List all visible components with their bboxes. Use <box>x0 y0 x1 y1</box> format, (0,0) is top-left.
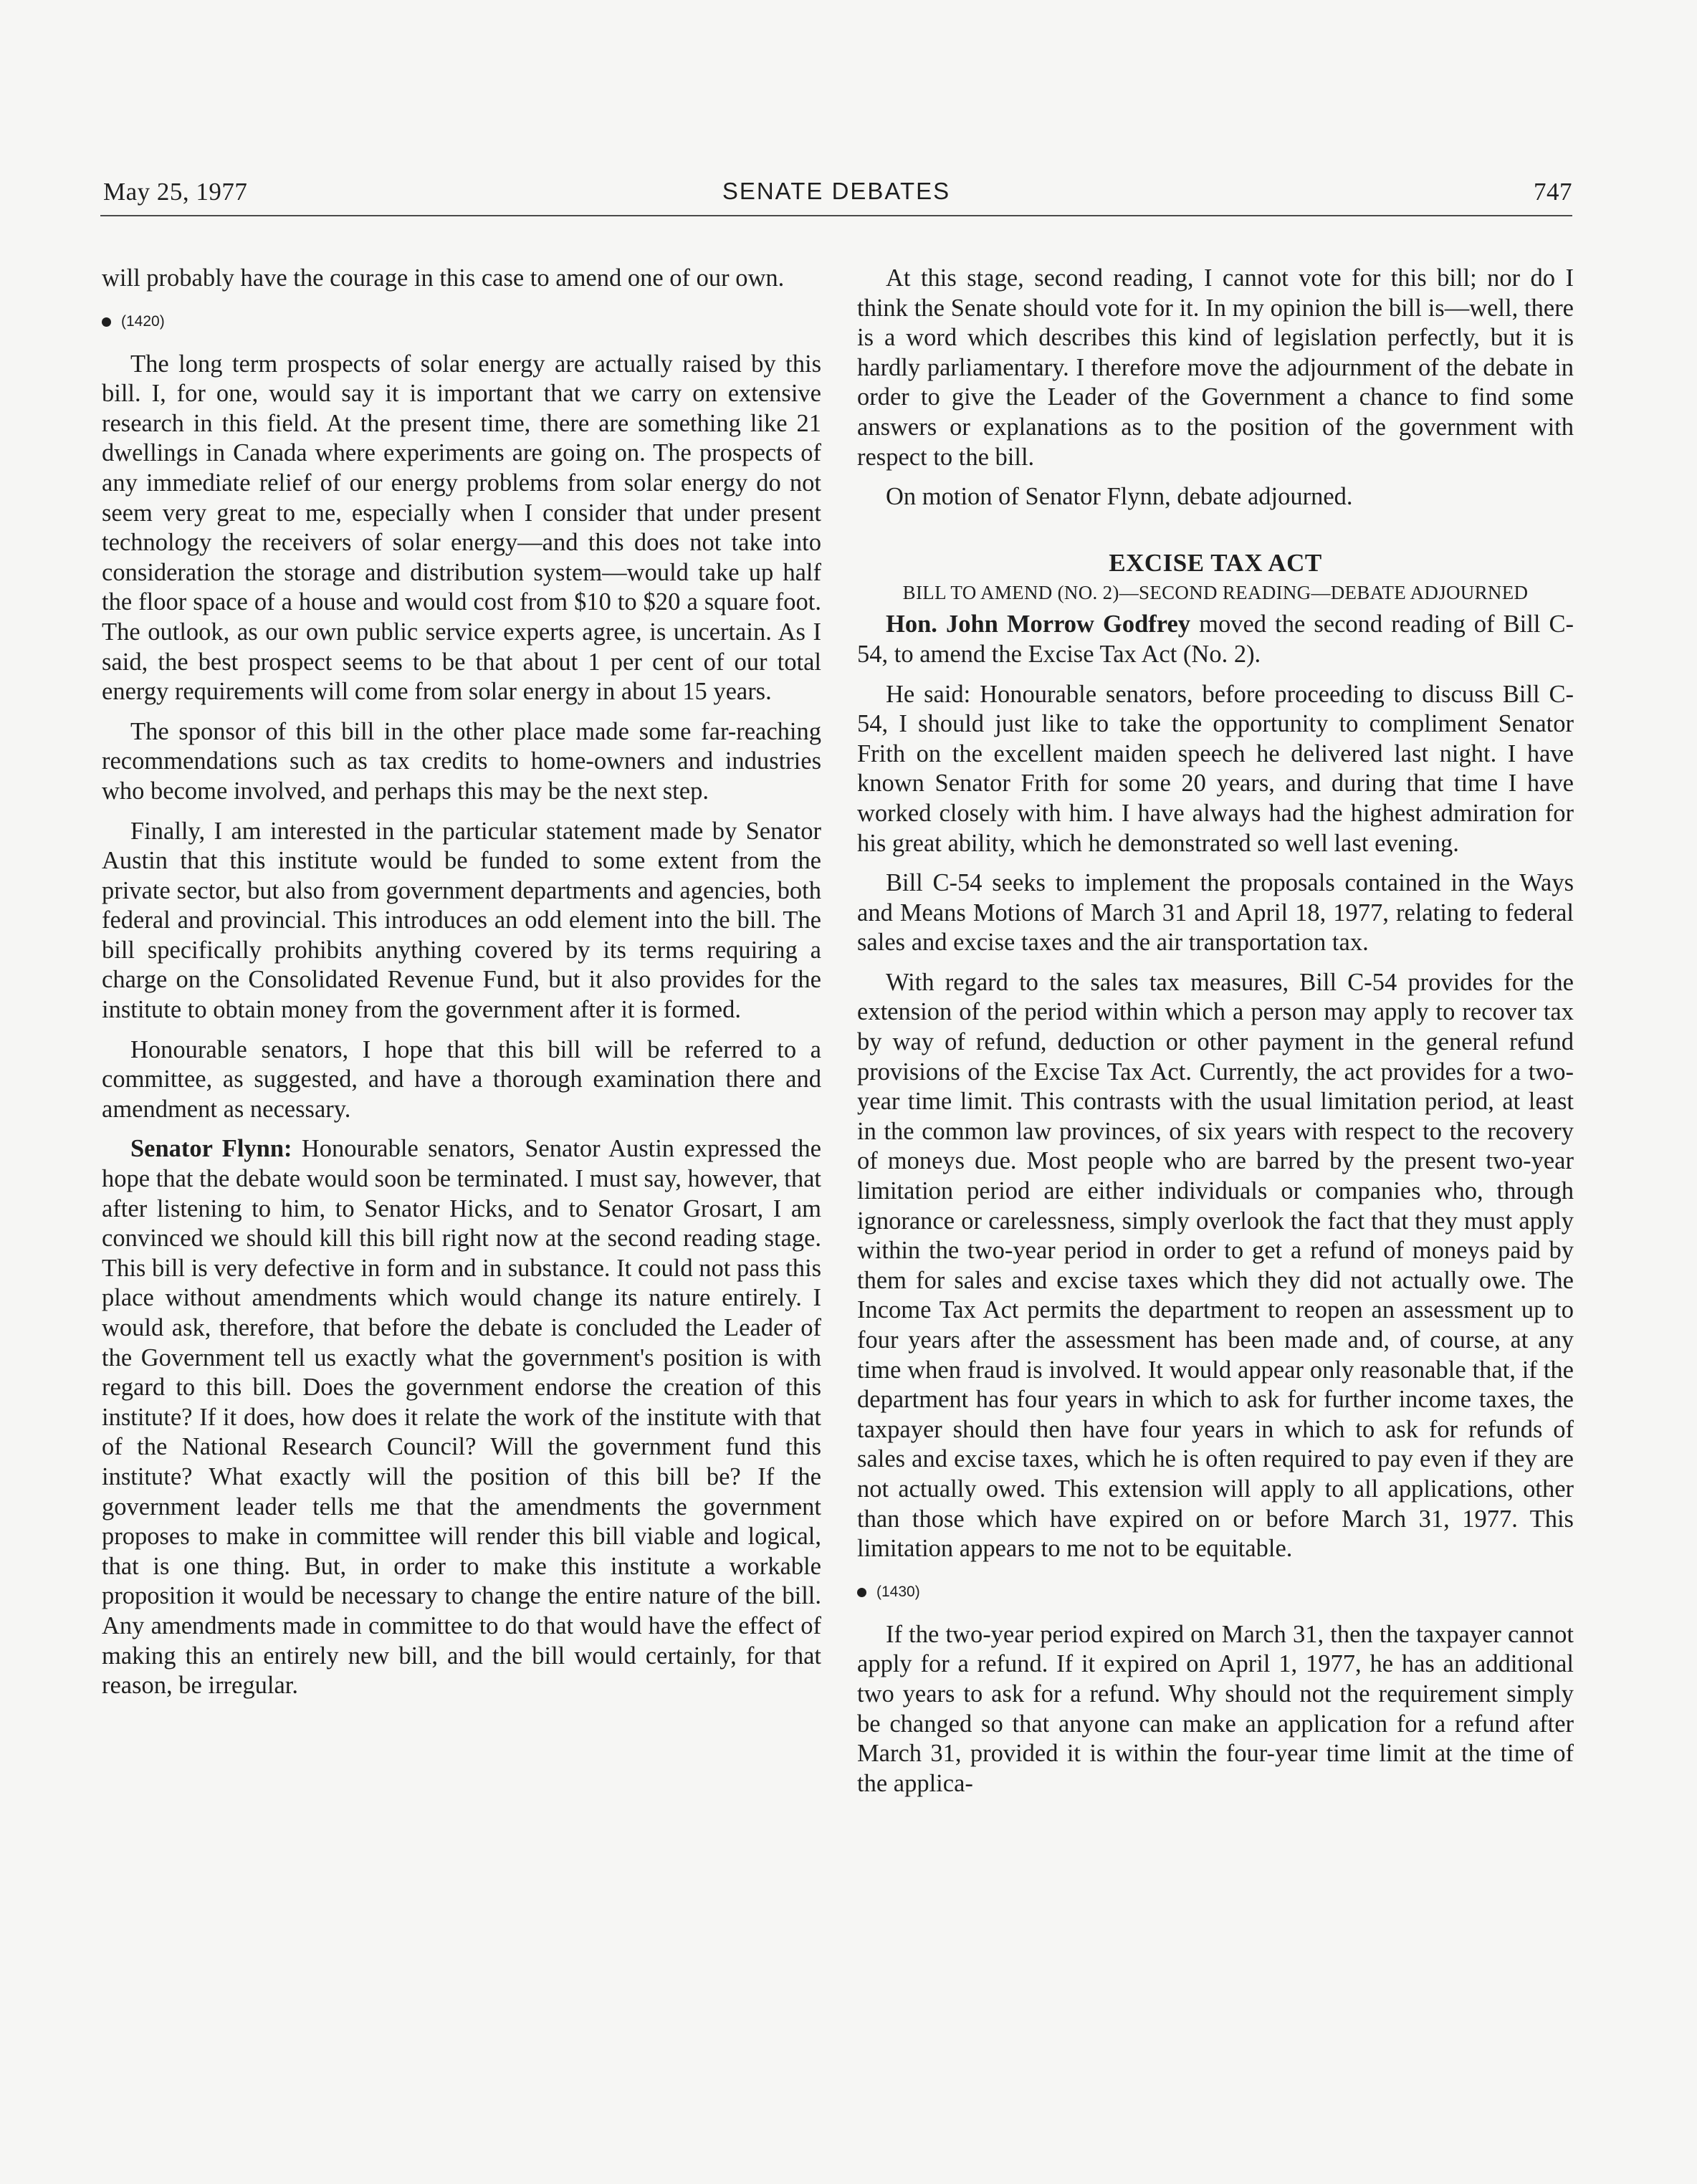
paragraph <box>102 1134 821 1700</box>
paragraph: At this stage, second reading, I cannot vote for this bill; nor do I think the Senate should vote for it. In my opinion the bill is—well, there is a word which describes this kind of legislation perfectly, but it is hardly parliamentary. I therefore move the adjournment of the debate in order to give the Leader of the Government a chance to find some answers or explanations as to the position of the government with respect to the bill. <box>857 264 1574 471</box>
time-marker-label: (1420) <box>121 312 165 330</box>
paragraph: Bill C-54 seeks to implement the proposals contained in the Ways and Means Motions of March 31 and April 18, 1977, relating to federal sales and excise taxes and the air transportation tax. <box>857 869 1574 957</box>
paragraph: will probably have the courage in this case to amend one of our own. <box>102 264 785 292</box>
left-column <box>102 264 821 1711</box>
page-number: 747 <box>1534 178 1572 206</box>
paragraph: Honourable senators, I hope that this bill will be referred to a committee, as suggested, and have a thorough examination there and amendment as necessary. <box>102 1035 821 1123</box>
speech-text: moved the second reading of Bill C-54, to amend the Excise Tax Act (No. 2). <box>857 610 1574 668</box>
paragraph: With regard to the sales tax measures, Bill C-54 provides for the extension of the period within which a person may apply to recover tax by way of refund, deduction or other payment in the general refund provisions of the Excise Tax Act. Currently, the act provides for a two-year time limit. This contrasts with the usual limitation period, at least in the common law provinces, of six years with respect to the recovery of moneys due. Most people who are barred by the present two-year limitation period are either individuals or companies who, through ignorance or carelessness, simply overlook the fact that they must apply within the two-year period in order to get a refund of moneys paid by them for sales and excise taxes which they did not actually owe. The Income Tax Act permits the department to reopen an assessment up to four years after the assessment has been made and, of course, at any time when fraud is involved. It would appear only reasonable that, if the department has four years in which to ask for further income taxes, the taxpayer should then have four years in which to ask for refunds of sales and excise taxes, which he is often required to pay even if they are not actually owed. This extension will apply to all applications, other than those which have expired on or before March 31, 1977. This limitation appears to me not to be equitable. <box>857 968 1574 1563</box>
paragraph: If the two-year period expired on March 31, then the taxpayer cannot apply for a refund. If it expired on April 1, 1977, he has an additional two years to ask for a refund. Why should not the requirement simply be changed so that anyone can make an application for a refund after March 31, provided it is within the four-year time limit at the time of the applica- <box>857 1620 1574 1797</box>
section-subtitle: BILL TO AMEND (NO. 2)—SECOND READING—DEBATE ADJOURNED <box>902 582 1529 604</box>
paragraph: The sponsor of this bill in the other place made some far-reaching recommendations such as tax credits to home-owners and industries who become involved, and perhaps this may be the next step. <box>102 717 821 805</box>
header-date: May 25, 1977 <box>103 178 248 206</box>
bullet-icon <box>857 1588 866 1597</box>
header-title: SENATE DEBATES <box>722 178 951 204</box>
paragraph: Finally, I am interested in the particular statement made by Senator Austin that this institute would be funded to some extent from the private sector, but also from government departments and agencies, both federal and provincial. This introduces an odd element into the bill. The bill specifically prohibits anything covered by its terms requiring a charge on the Consolidated Revenue Fund, but it also provides for the institute to obtain money from the government after it is formed. <box>102 817 821 1024</box>
time-marker <box>102 311 821 332</box>
page-header <box>100 175 1572 216</box>
section-title: EXCISE TAX ACT <box>1109 548 1322 577</box>
time-marker <box>857 1581 1574 1603</box>
right-column <box>857 264 1574 1809</box>
bullet-icon <box>102 317 111 327</box>
paragraph: The long term prospects of solar energy are actually raised by this bill. I, for one, would say it is important that we carry on extensive research in this field. At the present time, there are something like 21 dwellings in Canada where experiments are going on. The prospects of any immediate relief of our energy problems from solar energy do not seem very great to me, especially when I consider that under present technology the receivers of solar energy—and this does not take into consideration the storage and distribution system—would take up half the floor space of a house and would cost from $10 to $20 a square foot. The outlook, as our own public service experts agree, is uncertain. As I said, the best prospect seems to be that about 1 per cent of our total energy requirements will come from solar energy in about 15 years. <box>102 350 821 706</box>
speaker-name: Hon. John Morrow Godfrey <box>886 610 1191 638</box>
paragraph: He said: Honourable senators, before proceeding to discuss Bill C-54, I should just like to take the opportunity to compliment Senator Frith on the excellent maiden speech he delivered last night. I have known Senator Frith for some 20 years, and during that time I have worked closely with him. I have always had the highest admiration for his great ability, which he demonstrated so well last evening. <box>857 680 1574 857</box>
paragraph: On motion of Senator Flynn, debate adjourned. <box>886 483 1353 511</box>
speech-text: Honourable senators, Senator Austin expressed the hope that the debate would soon be terminated. I must say, however, that after listening to him, to Senator Hicks, and to Senator Grosart, I am convinced we should kill this bill right now at the second reading stage. This bill is very defective in form and in substance. It could not pass this place without amendments which would change its nature entirely. I would ask, therefore, that before the debate is concluded the Leader of the Government tell us exactly what the government's position is with regard to this bill. Does the government endorse the creation of this institute? If it does, how does it relate the work of the institute with that of the National Research Council? Will the government fund this institute? What exactly will the position of this bill be? If the government leader tells me that the amendments the government proposes to make in committee will render this bill viable and logical, that is one thing. But, in order to make this institute a workable proposition it would be necessary to change the entire nature of the bill. Any amendments made in committee to do that would have the effect of making this an entirely new bill, and the bill would certainly, for that reason, be irregular. <box>102 1135 821 1700</box>
paragraph <box>857 610 1574 669</box>
speaker-name: Senator Flynn: <box>130 1135 292 1163</box>
time-marker-label: (1430) <box>876 1583 920 1600</box>
